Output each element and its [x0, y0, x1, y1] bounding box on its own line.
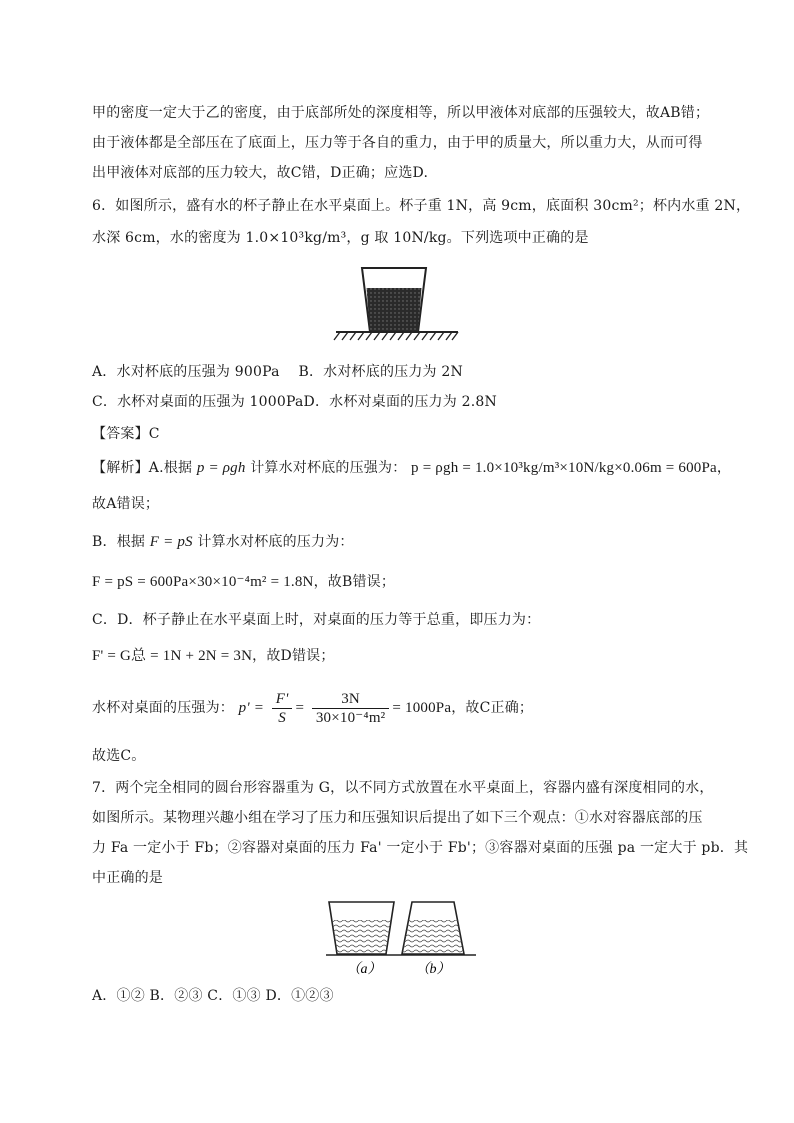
- intro-line-2: 由于液体都是全部压在了底面上，压力等于各自的重力，由于甲的质量大，所以重力大，从而可得: [92, 135, 703, 151]
- fraction-2-numerator: 3N: [312, 690, 390, 709]
- figure-label-b: （b）: [415, 962, 451, 977]
- q7-stem-line-1: 7．两个完全相同的圆台形容器重为 G，以不同方式放置在水平桌面上，容器内盛有深度相同的水，: [92, 780, 714, 796]
- analysis-b-end: ，故B错误；: [313, 574, 396, 590]
- analysis-b-calc: F = pS = 600Pa×30×10⁻⁴m² = 1.8N: [92, 574, 314, 590]
- pressure-rhs: = 1000Pa: [392, 700, 452, 716]
- intro-line-3: 出甲液体对底部的压力较大，故C错，D正确；应选D.: [92, 165, 429, 181]
- q6-analysis-a: [92, 458, 731, 478]
- analysis-b-label: B．根据: [92, 534, 150, 550]
- q7-options: A．①② B．②③ C．①③ D．①②③: [92, 988, 334, 1004]
- q7-stem-line-4: 中正确的是: [92, 870, 163, 886]
- cup-on-table-figure: [330, 260, 470, 350]
- fraction-2-denominator: 30×10⁻⁴m²: [315, 709, 386, 726]
- q6-analysis-b-calc: [92, 572, 395, 592]
- figure-label-a: （a）: [346, 962, 382, 977]
- fraction-value: [312, 690, 390, 727]
- q6-stem-line-1: 6．如图所示，盛有水的杯子静止在水平桌面上。杯子重 1N，高 9cm，底面积 30cm²；杯内水重 2N，: [92, 198, 751, 214]
- q6-analysis-cd-calc: [92, 646, 335, 666]
- containers-figure: [326, 898, 476, 978]
- fraction-1-numerator: F': [272, 690, 293, 709]
- pressure-label: 水杯对桌面的压强为：: [92, 700, 239, 716]
- analysis-cd-end: ，故D错误；: [252, 648, 335, 664]
- fraction-1-denominator: S: [278, 709, 286, 726]
- analysis-cd-calc: F' = G总 = 1N + 2N = 3N: [92, 648, 253, 664]
- q6-analysis-cd: C．D．杯子静止在水平桌面上时，对桌面的压力等于总重，即压力为：: [92, 612, 541, 628]
- q6-answer: 【答案】C: [92, 426, 160, 442]
- q6-analysis-b: [92, 532, 354, 552]
- analysis-a-label: 【解析】A.根据: [92, 460, 197, 476]
- fraction-force-over-area: [272, 690, 293, 727]
- q6-options-ab: A．水对杯底的压强为 900Pa B．水对杯底的压力为 2N: [92, 364, 463, 380]
- analysis-a-formula: p = ρgh: [196, 460, 246, 476]
- q6-conclusion: 故选C。: [92, 748, 146, 764]
- analysis-b-formula: F = pS: [149, 534, 193, 550]
- water-fill: [367, 288, 422, 332]
- intro-line-1: 甲的密度一定大于乙的密度，由于底部所处的深度相等，所以甲液体对底部的压强较大，故AB错；: [92, 105, 710, 121]
- pressure-lhs: p' =: [238, 700, 265, 716]
- q7-stem-line-2: 如图所示。某物理兴趣小组在学习了压力和压强知识后提出了如下三个观点：①水对容器底部的压: [92, 810, 703, 826]
- analysis-a-mid: 计算水对杯底的压强为：: [245, 460, 412, 476]
- q6-analysis-pressure: 水杯对桌面的压强为： p' = $\frac{F'}{S}$ = $\frac{3N}{\text{30×10⁻⁴m²}}$ = 1000Pa，故C正确；: [92, 690, 534, 726]
- analysis-a-end: ，: [716, 460, 732, 476]
- analysis-a-calc: p = ρgh = 1.0×10³kg/m³×10N/kg×0.06m = 600Pa: [411, 460, 717, 476]
- pressure-end: ，故C正确；: [451, 700, 534, 716]
- q6-stem-line-2: 水深 6cm，水的密度为 1.0×10³kg/m³，g 取 10N/kg。下列选项中正确的是: [92, 230, 589, 246]
- analysis-b-mid: 计算水对杯底的压力为：: [192, 534, 354, 550]
- q6-analysis-a-result: 故A错误；: [92, 496, 160, 512]
- q6-options-cd: C．水杯对桌面的压强为 1000PaD．水杯对桌面的压力为 2.8N: [92, 394, 497, 410]
- q7-stem-line-3: 力 Fa 一定小于 Fb；②容器对桌面的压力 Fa' 一定小于 Fb'；③容器对桌面的压强 pa 一定大于 pb．其: [92, 840, 749, 856]
